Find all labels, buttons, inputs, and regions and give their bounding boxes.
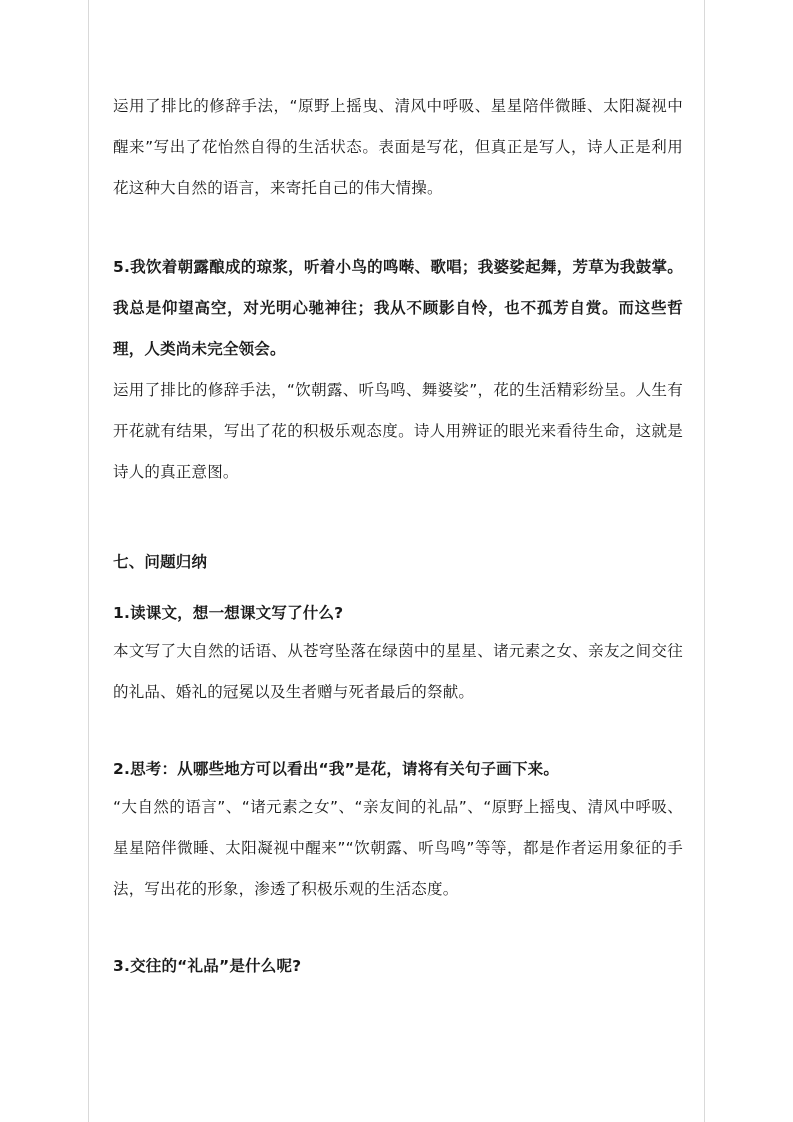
paragraph-analysis-5: 运用了排比的修辞手法，“饮朝露、听鸟鸣、舞婆娑”，花的生活精彩纷呈。人生有开花就有结果，写出了花的积极乐观态度。诗人用辨证的眼光来看待生命，这就是诗人的真正意图。	[113, 381, 683, 481]
spacer	[113, 493, 683, 545]
spacer	[113, 209, 683, 247]
document-content	[113, 86, 683, 984]
paragraph-answer-1: 本文写了大自然的话语、从苍穹坠落在绿茵中的星星、诸元素之女、亲友之间交往的礼品、婚礼的冠冕以及生者赠与死者最后的祭献。	[113, 642, 683, 701]
section-heading-seven: 七、问题归纳	[113, 553, 208, 571]
question-heading-1: 1.读课文，想一想课文写了什么?	[113, 604, 344, 622]
question-heading-3: 3.交往的“礼品”是什么呢?	[113, 957, 302, 975]
page-left-rule	[88, 0, 89, 1122]
spacer	[113, 910, 683, 948]
paragraph-quote-5: 5.我饮着朝露酿成的琼浆，听着小鸟的鸣啭、歌唱；我婆娑起舞，芳草为我鼓掌。我总是仰望高空，对光明心驰神往；我从不顾影自怜，也不孤芳自赏。而这些哲理，人类尚未完全领会。	[113, 258, 683, 358]
question-heading-2: 2.思考：从哪些地方可以看出“我”是花，请将有关句子画下来。	[113, 760, 560, 778]
paragraph-analysis-4: 运用了排比的修辞手法，“原野上摇曳、清风中呼吸、星星陪伴微睡、太阳凝视中醒来”写出了花怡然自得的生活状态。表面是写花，但真正是写人，诗人正是利用花这种大自然的语言，来寄托自己的伟大情操。	[113, 97, 683, 197]
spacer	[113, 713, 683, 751]
spacer	[113, 579, 683, 595]
paragraph-answer-2: “大自然的语言”、“诸元素之女”、“亲友间的礼品”、“原野上摇曳、清风中呼吸、星星陪伴微睡、太阳凝视中醒来”“饮朝露、听鸟鸣”等等，都是作者运用象征的手法，写出花的形象，渗透了积极乐观的生活态度。	[113, 798, 683, 898]
page-right-rule	[704, 0, 705, 1122]
